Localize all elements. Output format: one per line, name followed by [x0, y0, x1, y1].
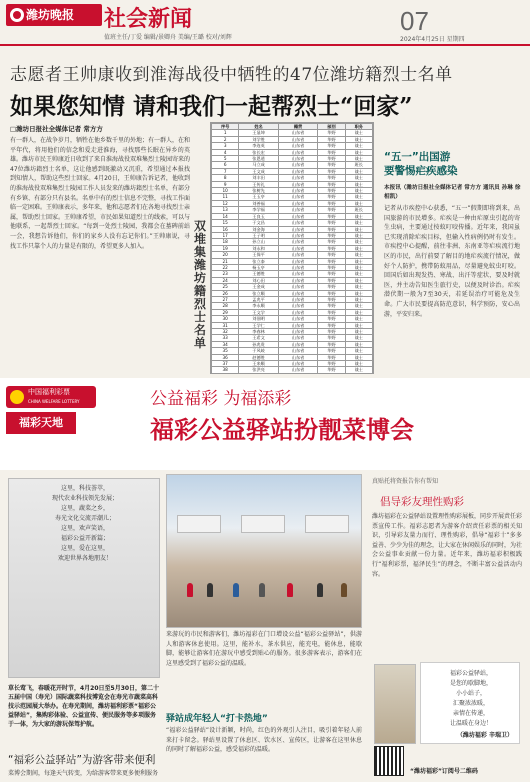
table-cell: 37: [212, 361, 239, 367]
table-cell: 5: [212, 156, 239, 162]
header-rule: [0, 44, 530, 46]
story3-section-head: 驿站成年轻人“打卡热地”: [166, 714, 268, 724]
table-cell: 25: [212, 284, 239, 290]
table-row: [212, 373, 373, 374]
logo-cn: 中国福利彩票: [28, 388, 70, 396]
table-cell: 山东省: [278, 143, 318, 149]
table-cell: 战士: [345, 296, 372, 302]
table-cell: 山东省: [278, 277, 318, 283]
lottery-logo-icon: [10, 390, 24, 404]
crowd-figure: [233, 583, 239, 597]
table-cell: 华野: [318, 290, 345, 296]
table-cell: 华野: [318, 168, 345, 174]
table-cell: 王子明: [239, 232, 279, 238]
table-cell: 华野: [318, 264, 345, 270]
table-cell: 山东省: [278, 316, 318, 322]
table-cell: [239, 373, 279, 374]
story3-body: 来游玩的市民和游客们，潍坊福彩在门口增设公益“福彩公益驿站”，供游人和游客休息使用。这里，能补水，茶水供应，能充电，能休息，能歇脚，能够让游客们在游玩中感受到贴心的服务。很多游客表示，游客们在这里感受到了福彩公益的温暖。: [166, 631, 362, 667]
table-cell: 山东省: [278, 258, 318, 264]
table-cell: 38: [212, 367, 239, 373]
table-cell: 华野: [318, 245, 345, 251]
table-cell: [318, 373, 345, 374]
table-cell: 13: [212, 207, 239, 213]
verse-line: 亲情在传递，: [452, 710, 489, 717]
table-cell: 李永顺: [239, 303, 279, 309]
table-cell: 3: [212, 143, 239, 149]
table-cell: 于风岐: [239, 348, 279, 354]
table-cell: 山东省: [278, 264, 318, 270]
story2-title-line2: 要警惕疟疾感染: [384, 165, 458, 177]
table-cell: 李学福: [239, 207, 279, 213]
table-cell: 华野: [318, 329, 345, 335]
table-cell: [212, 373, 239, 374]
table-cell: 山东省: [278, 188, 318, 194]
table-cell: 29: [212, 309, 239, 315]
table-cell: 华野: [318, 136, 345, 142]
table-cell: 4: [212, 149, 239, 155]
crowd-figure: [207, 583, 213, 597]
table-cell: 华野: [318, 200, 345, 206]
table-cell: 战士: [345, 175, 372, 181]
table-cell: 11: [212, 194, 239, 200]
poem-line: 现代农业科技领先发展；: [51, 495, 118, 502]
table-cell: 山东省: [278, 232, 318, 238]
table-header-cell: 职务: [345, 124, 372, 130]
table-cell: 李春林: [239, 329, 279, 335]
table-cell: 华野: [318, 322, 345, 328]
banner-subhead: 公益福彩 为福添彩: [150, 389, 292, 409]
table-cell: 华野: [318, 194, 345, 200]
table-cell: 33: [212, 335, 239, 341]
table-cell: 马立成: [239, 162, 279, 168]
table-cell: 山东省: [278, 348, 318, 354]
table-cell: 战士: [345, 136, 372, 142]
table-cell: 34: [212, 341, 239, 347]
table-cell: 战士: [345, 284, 372, 290]
table-cell: 战士: [345, 341, 372, 347]
expo-photo: [166, 474, 362, 628]
table-cell: 15: [212, 220, 239, 226]
table-cell: 王玉亭: [239, 194, 279, 200]
table-cell: 9: [212, 181, 239, 187]
table-cell: 华野: [318, 181, 345, 187]
table-cell: 战士: [345, 361, 372, 367]
table-cell: 华野: [318, 162, 345, 168]
table-cell: 华野: [318, 232, 345, 238]
table-cell: 山东省: [278, 354, 318, 360]
table-cell: 31: [212, 322, 239, 328]
story2-title: [384, 150, 458, 178]
table-cell: 班长: [345, 162, 372, 168]
table-cell: 17: [212, 232, 239, 238]
table-cell: 孙立山: [239, 239, 279, 245]
table-cell: 山东省: [278, 156, 318, 162]
table-cell: 战士: [345, 143, 372, 149]
table-cell: 张树先: [239, 188, 279, 194]
table-cell: 战士: [345, 258, 372, 264]
table-cell: 10: [212, 188, 239, 194]
table-cell: 李连英: [239, 143, 279, 149]
table-cell: 战士: [345, 181, 372, 187]
table-cell: 战士: [345, 335, 372, 341]
table-cell: 战士: [345, 271, 372, 277]
table-cell: 战士: [345, 264, 372, 270]
table-cell: 刘丰田: [239, 175, 279, 181]
story3-bottom-title: “福彩公益驿站”为游客带来便利: [8, 754, 156, 766]
table-cell: 华野: [318, 277, 345, 283]
story3-body-2: “福彩公益驿站”设计新颖，时尚，红色的外观引人注目，吸引着年轻人前来打卡留念。驿站里设置了休息区、饮水区、宣传区，让游客在这里休息的同时了解福彩公益，感受福彩的温暖。: [166, 727, 362, 754]
table-cell: 战士: [345, 367, 372, 373]
table-cell: 战士: [345, 252, 372, 258]
table-cell: 16: [212, 226, 239, 232]
table-cell: 华野: [318, 348, 345, 354]
table-cell: 山东省: [278, 341, 318, 347]
table-cell: 王金成: [239, 284, 279, 290]
table-cell: 华野: [318, 207, 345, 213]
table-cell: 华野: [318, 239, 345, 245]
verse-signature: （潍坊福彩 辛瑞卫）: [456, 732, 513, 739]
table-cell: 王良玉: [239, 213, 279, 219]
table-cell: 华野: [318, 309, 345, 315]
table-cell: 王来顺: [239, 361, 279, 367]
poem-line: 这里，爱在这里，: [60, 545, 109, 552]
table-cell: 山东省: [278, 149, 318, 155]
verse-box: [420, 662, 520, 744]
table-cell: 战士: [345, 232, 372, 238]
table-cell: 战士: [345, 348, 372, 354]
table-cell: 华野: [318, 284, 345, 290]
table-cell: 王德胜: [239, 271, 279, 277]
volunteer-photo: [374, 664, 416, 744]
story1-byline: □潍坊日报社全媒体记者 常方方: [10, 125, 103, 133]
table-cell: 山东省: [278, 130, 318, 136]
table-cell: 山东省: [278, 367, 318, 373]
verse-line: 是您的歇脚地，: [449, 680, 492, 687]
table-cell: 山东省: [278, 361, 318, 367]
table-cell: 华野: [318, 316, 345, 322]
table-cell: 山东省: [278, 290, 318, 296]
table-cell: 6: [212, 162, 239, 168]
table-cell: 战士: [345, 303, 372, 309]
table-cell: 于文昌: [239, 220, 279, 226]
logo-en: CHINA WELFARE LOTTERY: [28, 399, 80, 404]
poem-text: [18, 484, 152, 564]
table-cell: 7: [212, 168, 239, 174]
table-header-cell: 籍贯: [278, 124, 318, 130]
story1-headline: 如果您知情 请和我们一起帮烈士“回家”: [10, 93, 413, 120]
table-cell: 山东省: [278, 335, 318, 341]
table-cell: 战士: [345, 149, 372, 155]
poem-line: 这里，科技荟萃，: [60, 485, 109, 492]
table-cell: 22: [212, 264, 239, 270]
poem-line: 寿光文化交流弄潮儿；: [54, 515, 115, 522]
story4-title: 倡导彩友理性购彩: [380, 496, 464, 508]
table-header-cell: 姓名: [239, 124, 279, 130]
table-cell: 35: [212, 348, 239, 354]
table-cell: 张长宏: [239, 149, 279, 155]
table-cell: 华野: [318, 213, 345, 219]
editor-credits: 值班主任/丁爱 编辑/景卿舟 美编/王璐 校对/刘辉: [104, 34, 232, 41]
table-cell: 21: [212, 258, 239, 264]
table-cell: 战士: [345, 194, 372, 200]
column-tag: 福彩天地: [6, 412, 76, 434]
table-cell: 山东省: [278, 309, 318, 315]
table-header-cell: 序号: [212, 124, 239, 130]
story2-body: 记者从市疾控中心获悉，“五一”假期即将到来，出国旅游的市民增多。疟疾是一种由疟原虫引起的寄生虫病，主要通过按蚊叮咬传播。近年来，我国虽已实现消除疟疾目标，但输入性病例仍时有发生。市疾控中心提醒，前往非洲、东南亚等疟疾流行地区的市民，出行前要了解目的地疟疾流行情况，做好个人防护，携带防蚊用品，尽量避免蚊虫叮咬。回国后如出现发热、寒战、出汗等症状，要及时就医，并主动告知医生旅行史，以便及时诊治。疟疾潜伏期一般为7至30天，若延误治疗可能危及生命。广大市民要提高防范意识，科学预防，安心出游，平安归来。: [384, 205, 520, 318]
table-cell: 刘善福: [239, 200, 279, 206]
table-cell: 华野: [318, 354, 345, 360]
crowd-figure: [317, 583, 323, 597]
table-cell: 华野: [318, 296, 345, 302]
table-cell: 山东省: [278, 252, 318, 258]
table-cell: 战士: [345, 188, 372, 194]
name-table: [211, 123, 373, 374]
crowd-figure: [341, 583, 347, 597]
table-cell: 王保平: [239, 252, 279, 258]
table-cell: 山东省: [278, 181, 318, 187]
list-vertical-title: 双堆集潍坊籍烈士名单: [194, 219, 207, 350]
table-cell: 华野: [318, 367, 345, 373]
table-cell: 山东省: [278, 136, 318, 142]
table-cell: 山东省: [278, 194, 318, 200]
table-cell: 华野: [318, 130, 345, 136]
table-cell: 战士: [345, 354, 372, 360]
story2-title-line1: “五一”出国游: [384, 151, 451, 163]
table-cell: 刘学胜: [239, 136, 279, 142]
table-cell: 华野: [318, 361, 345, 367]
table-cell: 王文学: [239, 309, 279, 315]
verse-text: [425, 669, 517, 729]
table-cell: 华野: [318, 341, 345, 347]
table-cell: 班长: [345, 207, 372, 213]
table-cell: 王显坤: [239, 130, 279, 136]
table-cell: 刘佃明: [239, 316, 279, 322]
table-cell: 战士: [345, 168, 372, 174]
table-cell: 山东省: [278, 284, 318, 290]
table-cell: 12: [212, 200, 239, 206]
verse-line: 小小站子，: [455, 690, 486, 697]
table-cell: 王学仁: [239, 322, 279, 328]
table-cell: 华野: [318, 252, 345, 258]
table-cell: 刘心田: [239, 277, 279, 283]
table-cell: 24: [212, 277, 239, 283]
table-cell: 王文成: [239, 168, 279, 174]
tent-shape: [305, 515, 349, 533]
table-cell: 山东省: [278, 296, 318, 302]
table-cell: 山东省: [278, 207, 318, 213]
table-cell: 18: [212, 239, 239, 245]
table-cell: 战士: [345, 239, 372, 245]
table-cell: 战士: [345, 220, 372, 226]
table-cell: 战士: [345, 130, 372, 136]
table-cell: 山东省: [278, 245, 318, 251]
crowd-figure: [287, 583, 293, 597]
table-cell: 刘永和: [239, 245, 279, 251]
table-cell: 23: [212, 271, 239, 277]
table-cell: 战士: [345, 277, 372, 283]
qr-code-icon[interactable]: [374, 746, 404, 776]
table-cell: [345, 373, 372, 374]
table-cell: 山东省: [278, 213, 318, 219]
story2-byline: 本报讯（潍坊日报社全媒体记者 常方方 通讯员 孙琳 徐相凯）: [384, 185, 521, 200]
tent-shape: [177, 515, 221, 533]
table-cell: 战士: [345, 309, 372, 315]
issue-date: 2024年4月25日 星期四: [400, 36, 465, 43]
story3-caption: 草长莺飞，春暖花开时节，4月20日至5月30日，第二十五届中国（寿光）国际蔬菜科技博览会在寿光市蔬菜高科技示范园展大举办。在寿光期间，潍坊福利彩票“福彩公益驿站”，集购彩体验、公益宣传、便民服务等多项服务于一体，为大家的游玩保驾护航。: [8, 685, 160, 728]
table-cell: 孟兆平: [239, 296, 279, 302]
story4-body: 潍坊福彩在公益驿站设置理性购彩展板，同步开展责任彩票宣传工作。福彩志愿者为游客介绍责任彩票的相关知识，引导彩友量力而行、理性购彩，倡导“福彩十”多多益善、少少为佳的理念，让大家在休闲娱乐的同时，为社会公益事业贡献一份力量。近年来，潍坊福彩积极践行“福利彩票，福泽民生”的理念，不断丰富公益活动内容。: [372, 513, 522, 578]
table-cell: 张立顺: [239, 290, 279, 296]
table-cell: 战士: [345, 329, 372, 335]
verse-line: 汇聚浓浓暖，: [452, 700, 489, 707]
table-cell: 华野: [318, 226, 345, 232]
poem-line: 福彩公益开新篇；: [60, 535, 109, 542]
story1-body: 有一群人，在战争岁月，牺牲在他乡数千里的外地；有一群人，在和平年代，将用他们的信念和爱走进淮海，寻找那些长眠在异乡的英雄。潍坊市民王帅康近日收到了来自淮海战役双堆集烈士陵园寄来的47位潍坊籍烈士名单，这让他感到既激动又沉重，希望通过本报找到知情人，帮助这些烈士回家。4月20日，王帅康告诉记者，他收到的淮海战役双堆集烈士陵园工作人员发来的潍坊籍烈士名单，有部分有乡镇、有部分只有县名。名单中有的烈士信息不完整，寻找工作面临一定困难。王帅康表示，多年来，他和志愿者们在各地寻找烈士亲属，帮助烈士回家。王帅康希望，市民如果知道烈士的线索，可以与他联系，一起帮烈士回家。“每到一处烈士陵园，我都会在墓碑前站一会，我想告诉他们，你们的家乡人没有忘记你们。”王帅康说，寻找工作只靠个人的力量是有限的，希望更多人加入。: [10, 137, 190, 250]
table-header-cell: 部别: [318, 124, 345, 130]
table-cell: 华野: [318, 175, 345, 181]
table-cell: 华野: [318, 271, 345, 277]
table-cell: 8: [212, 175, 239, 181]
table-cell: 华野: [318, 188, 345, 194]
table-cell: 山东省: [278, 226, 318, 232]
banner-headline: 福彩公益驿站扮靓菜博会: [150, 415, 414, 444]
story4-kicker: 真贴托将资报告你有帮知: [372, 478, 439, 485]
martyr-name-table: [210, 122, 374, 374]
poem-line: 这里，欢声笑语，: [60, 525, 109, 532]
table-cell: 华野: [318, 156, 345, 162]
table-cell: 王传礼: [239, 181, 279, 187]
table-cell: 山东省: [278, 329, 318, 335]
table-cell: 王希文: [239, 335, 279, 341]
poem-line: 欢迎世界各地朋友！: [57, 555, 112, 562]
table-cell: 战士: [345, 226, 372, 232]
table-cell: 刘金海: [239, 226, 279, 232]
table-body: [212, 130, 373, 374]
table-cell: 战士: [345, 156, 372, 162]
table-cell: 19: [212, 245, 239, 251]
table-cell: 华野: [318, 220, 345, 226]
table-cell: 孙兆贵: [239, 341, 279, 347]
table-cell: 20: [212, 252, 239, 258]
table-cell: 36: [212, 354, 239, 360]
page-number: 07: [400, 6, 429, 36]
poem-line: 这里，蔬菜之乡，: [60, 505, 109, 512]
table-cell: 1: [212, 130, 239, 136]
table-cell: 华野: [318, 149, 345, 155]
table-cell: 山东省: [278, 271, 318, 277]
tent-shape: [241, 515, 285, 533]
verse-line: 让温暖在身边！: [449, 720, 492, 727]
table-cell: 战士: [345, 322, 372, 328]
table-cell: 山东省: [278, 162, 318, 168]
table-cell: 14: [212, 213, 239, 219]
logo-icon: [10, 8, 24, 22]
table-cell: 战士: [345, 245, 372, 251]
table-cell: 杨玉亭: [239, 264, 279, 270]
table-cell: [278, 373, 318, 374]
table-cell: 张洪亮: [239, 367, 279, 373]
table-cell: 山东省: [278, 175, 318, 181]
table-cell: 30: [212, 316, 239, 322]
table-cell: 战士: [345, 290, 372, 296]
story1-subhead: 志愿者王帅康收到淮海战役中牺牲的47位潍坊籍烈士名单: [10, 65, 453, 85]
table-cell: 山东省: [278, 220, 318, 226]
verse-line: 福彩公益驿站，: [449, 670, 492, 677]
story3-bottom-text: 菜博会期间，每逢天气转变，为给游客带来更多便利服务: [8, 770, 159, 777]
table-cell: 山东省: [278, 200, 318, 206]
table-cell: 华野: [318, 335, 345, 341]
table-cell: 张立泰: [239, 258, 279, 264]
table-cell: 战士: [345, 316, 372, 322]
table-cell: 张恩道: [239, 156, 279, 162]
table-cell: 赵德胜: [239, 354, 279, 360]
table-cell: 2: [212, 136, 239, 142]
newspaper-logo: [6, 4, 102, 26]
crowd-figure: [259, 583, 265, 597]
table-cell: 山东省: [278, 168, 318, 174]
table-cell: 山东省: [278, 239, 318, 245]
table-cell: 28: [212, 303, 239, 309]
table-cell: 27: [212, 296, 239, 302]
welfare-lottery-logo: [6, 386, 96, 408]
logo-text: 潍坊晚报: [26, 8, 75, 22]
qr-caption: “潍坊福彩”订阅号二维码: [410, 768, 478, 775]
table-cell: 战士: [345, 213, 372, 219]
table-cell: 华野: [318, 143, 345, 149]
table-cell: 32: [212, 329, 239, 335]
table-cell: 华野: [318, 258, 345, 264]
table-cell: 华野: [318, 303, 345, 309]
table-cell: 战士: [345, 200, 372, 206]
crowd-figure: [187, 583, 193, 597]
table-cell: 26: [212, 290, 239, 296]
table-cell: 山东省: [278, 303, 318, 309]
section-title: 社会新闻: [104, 6, 193, 32]
table-cell: 山东省: [278, 322, 318, 328]
